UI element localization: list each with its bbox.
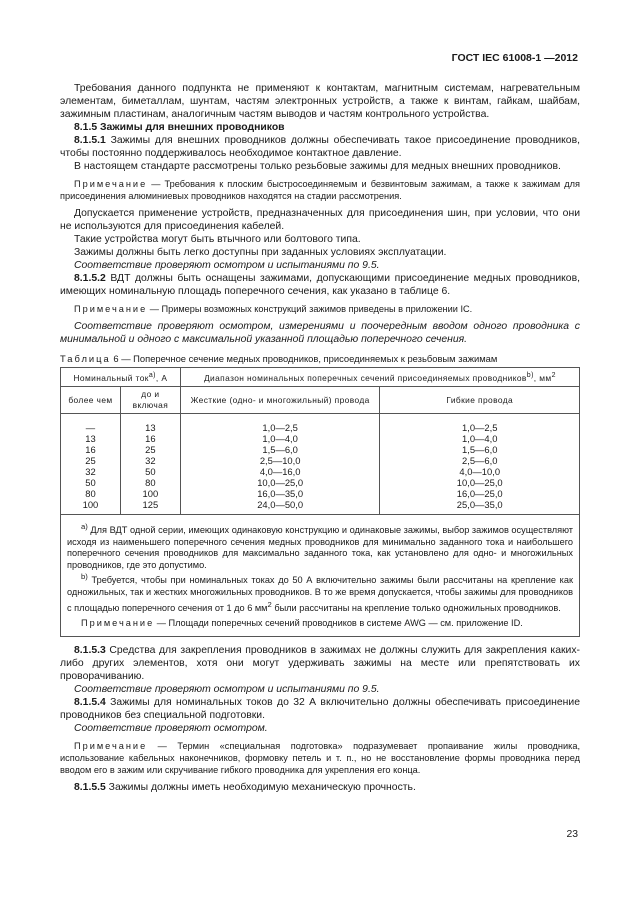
paragraph: 8.1.5.3 Средства для закрепления проводников в зажимах не должны служить для закрепления каких-либо других элементов, хотя они могут удерживать зажимы на месте или препятствовать их проворачиванию. <box>60 644 580 682</box>
note-label: Примечание <box>74 740 148 751</box>
compliance-text: Соответствие проверяют осмотром и испытаниями по 9.5. <box>74 683 380 695</box>
paragraph: Допускается применение устройств, предназначенных для присоединения шин, при условии, что они не используются для присоединения кабелей. <box>60 208 580 232</box>
paragraph: 8.1.5.2 ВДТ должны быть оснащены зажимами, допускающими присоединение медных проводников, имеющих номинальную площадь поперечного сечения, как указано в таблице 6. <box>60 273 580 297</box>
clause-number: 8.1.5.4 <box>74 696 106 708</box>
conductor-table <box>60 367 580 637</box>
note-label: Примечание <box>74 179 148 189</box>
standard-header: ГОСТ IEC 61008-1 —2012 <box>451 52 578 64</box>
footnote-b: $^{b)}$ Требуется, чтобы при номинальных токах до 50 А включительно зажимы были рассчитаны на крепление как одножильных, так и жестких многожильных проводников. В то же время допускается, чтобы зажимы для проводников с площадью поперечного сечения от 1 до 6 $мм^2$ были рассчитаны на крепление только одножильных проводников. <box>67 572 573 613</box>
header-rated-current: Номинальный ток$^{a)}$, А <box>61 368 181 387</box>
table-note: Примечание — Площади поперечных сечений проводников в системе AWG — см. приложение ID. <box>81 618 523 629</box>
paragraph: Такие устройства могут быть втычного или болтового типа. <box>74 234 361 245</box>
note-label: Примечание <box>74 304 148 314</box>
column-over: — 13 16 25 32 50 80 100 <box>61 414 121 515</box>
note: Примечание — Требования к плоским быстросоединяемым и безвинтовым зажимам, а также к зажимам для присоединения алюминиевых проводников находятся на стадии рассмотрения. <box>60 179 580 201</box>
page-number: 23 <box>566 829 578 840</box>
table-caption-label: Таблица <box>60 353 111 364</box>
table-footnotes <box>61 515 580 637</box>
paragraph: В настоящем стандарте рассмотрены только резьбовые зажимы для медных внешних проводников. <box>74 161 561 172</box>
paragraph: Требования данного подпункта не применяют к контактам, магнитным системам, нагревательным элементам, биметаллам, шунтам, частям электронных устройств, а также к винтам, гайкам, шайбам, зажимным пластинам, аналогичным частям выводов и частям контрольного устройства. <box>60 83 580 120</box>
paragraph: 8.1.5.4 Зажимы для номинальных токов до 32 А включительно должны обеспечивать присоединение проводников без специальной подготовки. <box>60 696 580 721</box>
clause-number: 8.1.5.1 <box>74 135 106 146</box>
compliance-text: Соответствие проверяют осмотром и испытаниями по 9.5. <box>74 260 380 271</box>
header-rigid: Жесткие (одно- и многожильный) провода <box>180 387 380 414</box>
note: Примечание — Примеры возможных конструкций зажимов приведены в приложении IC. <box>74 304 473 314</box>
header-flexible: Гибкие провода <box>380 387 580 414</box>
paragraph: 8.1.5.1 Зажимы для внешних проводников должны обеспечивать такое присоединение проводников, чтобы постоянно поддерживалось необходимое контактное давление. <box>60 135 580 159</box>
footnote-a: $^{a)}$ Для ВДТ одной серии, имеющих одинаковую конструкцию и одинаковые зажимы, выбор зажимов осуществляют исходя из наименьшего поперечного сечения медных проводников для минимально заданного тока и наибольшего поперечного сечения проводников для максимально заданного тока, как установлено для одно- и многожильных проводников, где это допустимо. <box>67 522 573 570</box>
header-over: более чем <box>61 387 121 414</box>
compliance-text: Соответствие проверяют осмотром. <box>74 722 268 734</box>
header-cross-section-range: Диапазон номинальных поперечных сечений присоединяемых проводников$^{b)}$, $мм^2$ <box>180 368 579 387</box>
note: Примечание — Термин «специальная подготовка» подразумевает пропаивание жилы проводника, использование кабельных наконечников, формовку петель и т. п., но не восстановление формы проводника перед вводом его в зажим или скручивание гибкого проводника для укрепления его конца. <box>60 740 580 775</box>
column-flexible: 1,0—2,5 1,0—4,0 1,5—6,0 2,5—6,0 4,0—10,0 10,0—25,0 16,0—25,0 25,0—35,0 <box>380 414 580 515</box>
header-up-to: до и включая <box>120 387 180 414</box>
compliance-text: Соответствие проверяют осмотром, измерениями и поочередным вводом одного проводника с минимальной и одного с максимальной указанной площадью поперечного сечения. <box>60 321 580 345</box>
paragraph: Зажимы должны быть легко доступны при заданных условиях эксплуатации. <box>74 247 447 258</box>
clause-number: 8.1.5.2 <box>74 273 106 284</box>
table-caption: Таблица 6 — Поперечное сечение медных проводников, присоединяемых к резьбовым зажимам <box>60 353 498 364</box>
page-body <box>60 82 580 794</box>
clause-number: 8.1.5.3 <box>74 644 106 656</box>
column-rigid: 1,0—2,5 1,0—4,0 1,5—6,0 2,5—10,0 4,0—16,0 10,0—25,0 16,0—35,0 24,0—50,0 <box>180 414 380 515</box>
section-heading: 8.1.5 Зажимы для внешних проводников <box>74 122 285 133</box>
paragraph: 8.1.5.5 Зажимы должны иметь необходимую механическую прочность. <box>74 781 416 793</box>
column-up-to: 13 16 25 32 50 80 100 125 <box>120 414 180 515</box>
clause-number: 8.1.5.5 <box>74 781 106 793</box>
